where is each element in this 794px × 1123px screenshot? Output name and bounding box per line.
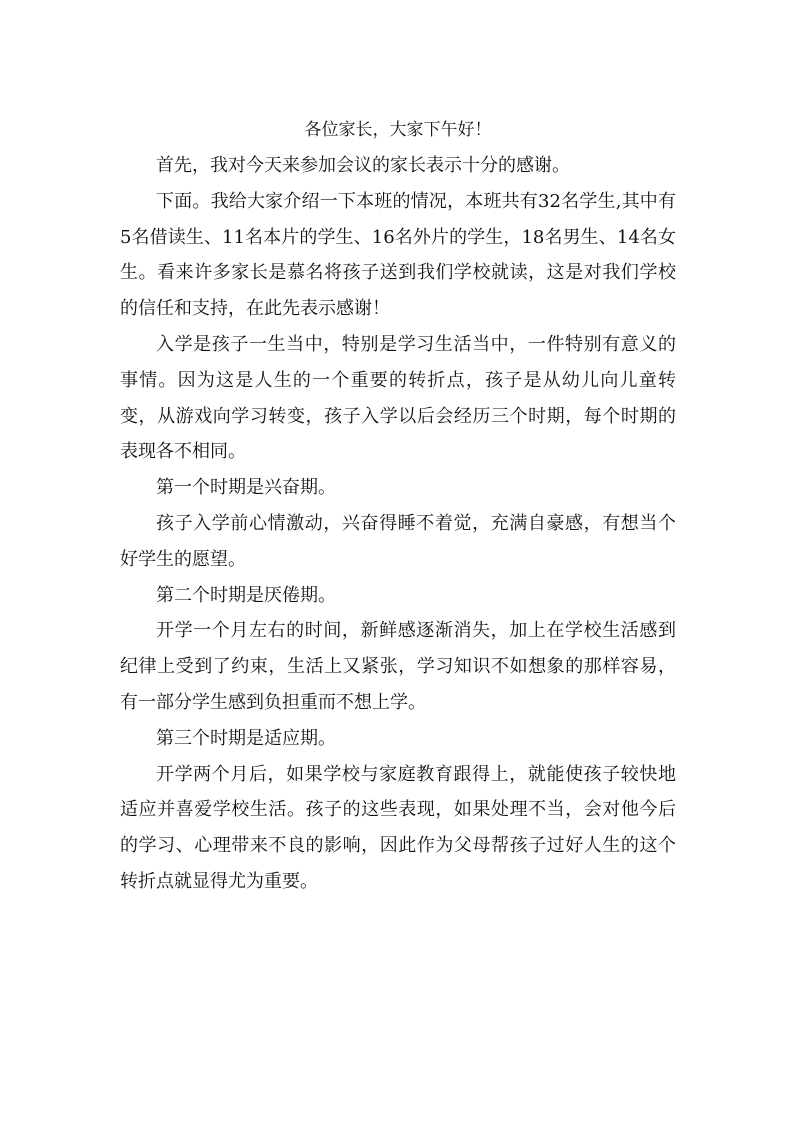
paragraph-period-2-heading: 第二个时期是厌倦期。	[156, 584, 336, 606]
paragraph-class-info: 下面。我给大家介绍一下本班的情况，本班共有32名学生,其中有5名借读生、11名本片的学生、16名外片的学生，18名男生、14名女生。看来许多家长是慕名将孩子送到我们学校就读，这是对我们学校的信任和支持，在此先表示感谢！	[120, 190, 676, 320]
document-page	[120, 112, 676, 900]
paragraph-thanks: 首先，我对今天来参加会议的家长表示十分的感谢。	[156, 155, 570, 176]
paragraph-school-entry: 入学是孩子一生当中，特别是学习生活当中，一件特别有意义的事情。因为这是人生的一个重要的转折点，孩子是从幼儿向儿童转变，从游戏向学习转变，孩子入学以后会经历三个时期，每个时期的表现各不相同。	[120, 333, 676, 463]
paragraph-period-2-body: 开学一个月左右的时间，新鲜感逐渐消失，加上在学校生活感到纪律上受到了约束，生活上又紧张，学习知识不如想象的那样容易，有一部分学生感到负担重而不想上学。	[120, 620, 676, 713]
document-title: 各位家长，大家下午好！	[304, 120, 492, 140]
paragraph-period-1-body: 孩子入学前心情激动，兴奋得睡不着觉，充满自豪感，有想当个好学生的愿望。	[120, 512, 676, 570]
paragraph-period-3-body: 开学两个月后，如果学校与家庭教育跟得上，就能使孩子较快地适应并喜爱学校生活。孩子的这些表现，如果处理不当，会对他今后的学习、心理带来不良的影响，因此作为父母帮孩子过好人生的这个转折点就显得尤为重要。	[120, 763, 676, 892]
paragraph-period-1-heading: 第一个时期是兴奋期。	[156, 477, 336, 499]
paragraph-period-3-heading: 第三个时期是适应期。	[156, 727, 336, 749]
